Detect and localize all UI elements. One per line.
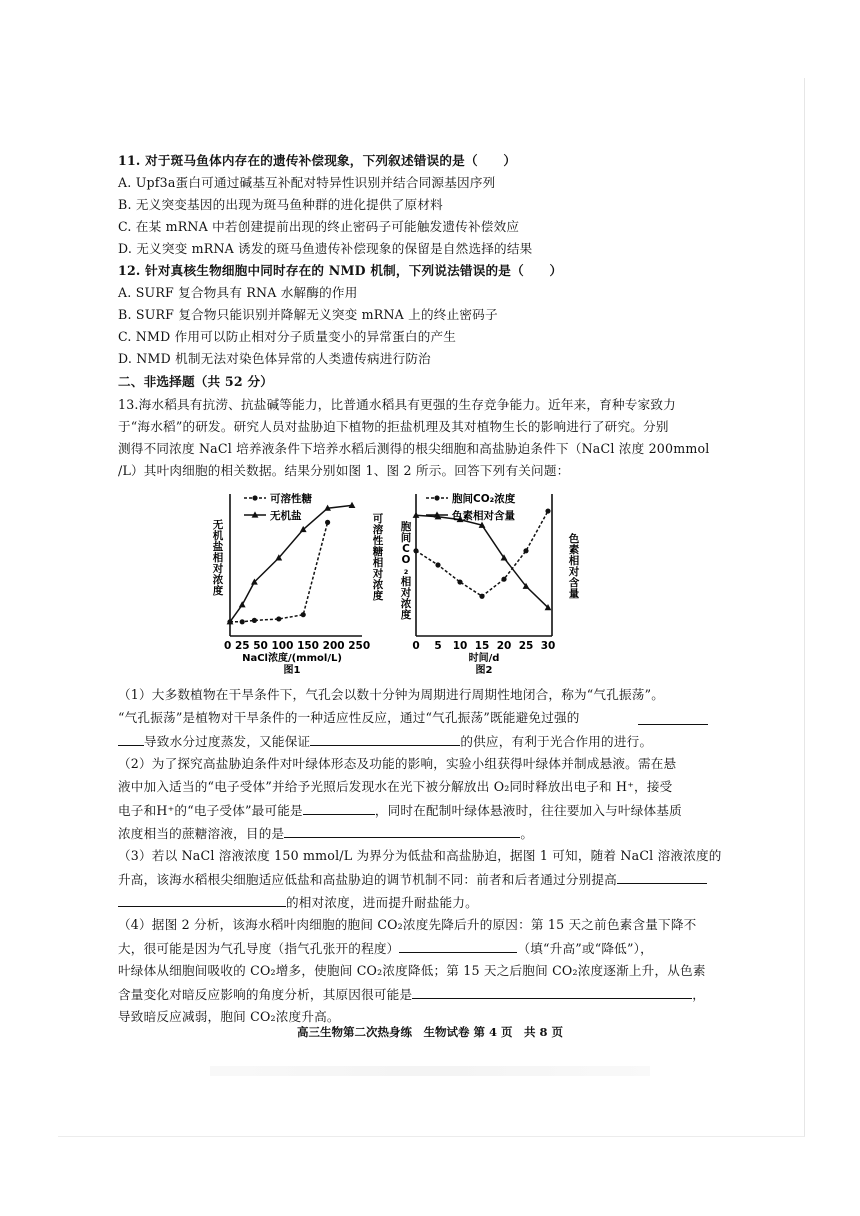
y-axis-label-left: 胞间 C O ₂ 相对浓度	[400, 521, 412, 621]
x-tick-label: 25	[518, 640, 534, 652]
series-line-2	[230, 505, 352, 621]
answer-blank[interactable]	[638, 710, 708, 731]
option-b: B. SURF 复合物只能识别并降解无义突变 mRNA 上的终止密码子	[118, 307, 498, 322]
q2-text: 电子和H⁺的“电子受体”最可能是	[118, 803, 303, 818]
figure-caption: 图1	[283, 665, 301, 676]
answer-blank[interactable]	[303, 800, 375, 815]
x-tick-label: 10	[452, 640, 468, 652]
answer-blank[interactable]	[399, 938, 517, 953]
x-axis-label: 时间/d	[468, 653, 500, 664]
option-c: C. NMD 作用可以防止相对分子质量变小的异常蛋白的产生	[118, 329, 457, 344]
answer-blank[interactable]	[310, 731, 460, 746]
question-13-line: 测得不同浓度 NaCl 培养液条件下培养水稻后测得的根尖细胞和高盐胁迫条件下（NaCl 浓度 200mmol	[118, 441, 710, 456]
data-point	[240, 619, 245, 624]
data-point	[276, 616, 281, 621]
legend-marker	[434, 495, 439, 500]
option-b: B. 无义突变基因的出现为斑马鱼种群的进化提供了原材料	[118, 197, 443, 212]
q4-text: 含量变化对暗反应影响的角度分析，其原因很可能是	[118, 987, 413, 1002]
y-axis-label-left: 无机盐相对浓度	[212, 519, 224, 597]
figure-1	[208, 484, 384, 680]
question-13-line: 于“海水稻”的研发。研究人员对盐胁迫下植物的拒盐机理及其对植物生长的影响进行了研究。分别	[118, 419, 669, 434]
question-11-stem: 11. 对于斑马鱼体内存在的遗传补偿现象，下列叙述错误的是（ ）	[118, 153, 517, 168]
q1-text: 的供应，有利于光合作用的进行。	[460, 734, 653, 749]
data-point	[457, 579, 462, 584]
answer-blank[interactable]	[284, 823, 520, 838]
question-13-line: /L）其叶肉细胞的相关数据。结果分别如图 1、图 2 所示。回答下列有关问题：	[118, 463, 570, 478]
q3-text: 升高，该海水稻根尖细胞适应低盐和高盐胁迫的调节机制不同：前者和后者通过分别提高	[118, 872, 617, 887]
legend-label: 色素相对含量	[452, 510, 515, 522]
data-point	[239, 601, 246, 607]
legend-marker	[252, 495, 257, 500]
x-tick-labels: 0 25 50 100 150 200 250	[224, 640, 371, 652]
option-d: D. NMD 机制无法对染色体异常的人类遗传病进行防治	[118, 351, 431, 366]
data-point	[325, 520, 330, 525]
question-12-stem: 12. 针对真核生物细胞中同时存在的 NMD 机制，下列说法错误的是（ ）	[118, 263, 563, 278]
q3-line: （3）若以 NaCl 溶液浓度 150 mmol/L 为界分为低盐和高盐胁迫，据图 1 可知，随着 NaCl 溶液浓度的	[118, 848, 722, 863]
option-a: A. Upf3a蛋白可通过碱基互补配对特异性识别并结合同源基因序列	[118, 175, 496, 190]
legend-label: 胞间CO₂浓度	[452, 493, 516, 505]
page-footer: 高三生物第二次热身练 生物试卷 第 4 页 共 8 页	[296, 1025, 564, 1039]
q3-line	[118, 892, 478, 913]
q4-line	[118, 938, 653, 959]
x-tick-label: 20	[496, 640, 512, 652]
q3-text: 的相对浓度，进而提升耐盐能力。	[286, 895, 478, 910]
q4-text: ，	[692, 987, 706, 1002]
scan-smudge	[210, 1066, 650, 1076]
q3-line	[118, 869, 707, 890]
legend-label: 可溶性糖	[270, 493, 312, 505]
data-point	[479, 594, 484, 599]
figure-caption: 图2	[475, 665, 493, 676]
q2-line: 液中加入适当的“电子受体”并给予光照后发现水在光下被分解放出 O₂同时释放出电子和 H⁺，接受	[118, 779, 673, 794]
data-point	[252, 618, 257, 623]
answer-blank[interactable]	[617, 869, 707, 884]
q4-line: 叶绿体从细胞间吸收的 CO₂增多，使胞间 CO₂浓度降低；第 15 天之后胞间 CO₂浓度逐渐上升，从色素	[118, 963, 706, 978]
data-point	[413, 548, 418, 553]
answer-blank[interactable]	[118, 892, 286, 907]
q2-line: （2）为了探究高盐胁迫条件对叶绿体形态及功能的影响，实验小组获得叶绿体并制成悬液。需在悬	[118, 756, 677, 771]
q2-text: 浓度相当的蔗糖溶液，目的是	[118, 826, 285, 841]
data-point	[545, 508, 550, 513]
x-tick-label: 30	[540, 640, 556, 652]
q4-text: 大，很可能是因为气孔导度（指气孔张开的程度）	[118, 941, 400, 956]
section-heading: 二、非选择题（共 52 分）	[118, 374, 274, 389]
q4-text: （填“升高”或“降低”），	[517, 941, 653, 956]
x-axis-label: NaCl浓度/(mmol/L)	[242, 653, 342, 664]
q1-line: “气孔振荡”是植物对干旱条件的一种适应性反应，通过“气孔振荡”既能避免过强的	[118, 710, 580, 725]
x-tick-label: 5	[434, 640, 442, 652]
option-a: A. SURF 复合物具有 RNA 水解酶的作用	[118, 285, 358, 300]
x-tick-label: 0	[412, 640, 420, 652]
data-point	[435, 562, 440, 567]
answer-blank[interactable]	[412, 984, 692, 999]
data-point	[501, 577, 506, 582]
figure-1-chart	[208, 484, 384, 680]
q2-text: 。	[520, 826, 534, 841]
q1-line: （1）大多数植物在干旱条件下，气孔会以数十分钟为周期进行周期性地闭合，称为“气孔振荡”。	[118, 687, 665, 702]
y-axis-label-right: 色素相对含量	[568, 533, 580, 600]
q4-line: （4）据图 2 分析，该海水稻叶肉细胞的胞间 CO₂浓度先降后升的原因：第 15 天之前色素含量下降不	[118, 917, 697, 932]
option-d: D. 无义突变 mRNA 诱发的斑马鱼遗传补偿现象的保留是自然选择的结果	[118, 241, 533, 256]
q2-line	[118, 823, 533, 844]
data-point	[349, 502, 356, 508]
answer-blank[interactable]	[118, 731, 144, 746]
figure-2-chart	[396, 484, 596, 680]
q1-line	[118, 731, 652, 752]
q4-line	[118, 984, 705, 1005]
figure-2	[396, 484, 596, 680]
q2-text: ，同时在配制叶绿体悬液时，往往要加入与叶绿体基质	[374, 803, 682, 818]
question-13-line: 13.海水稻具有抗涝、抗盐碱等能力，比普通水稻具有更强的生存竞争能力。近年来，育种专家致力	[118, 397, 676, 412]
q2-line	[118, 800, 682, 821]
legend-label: 无机盐	[270, 510, 302, 522]
q1-text: 导致水分过度蒸发，又能保证	[144, 734, 311, 749]
data-point	[301, 612, 306, 617]
data-point	[523, 548, 528, 553]
x-tick-label: 15	[474, 640, 490, 652]
option-c: C. 在某 mRNA 中若创建提前出现的终止密码子可能触发遗传补偿效应	[118, 219, 520, 234]
q4-line: 导致暗反应减弱，胞间 CO₂浓度升高。	[118, 1009, 340, 1024]
y-axis-label-right: 可溶性糖相对浓度	[372, 513, 384, 602]
